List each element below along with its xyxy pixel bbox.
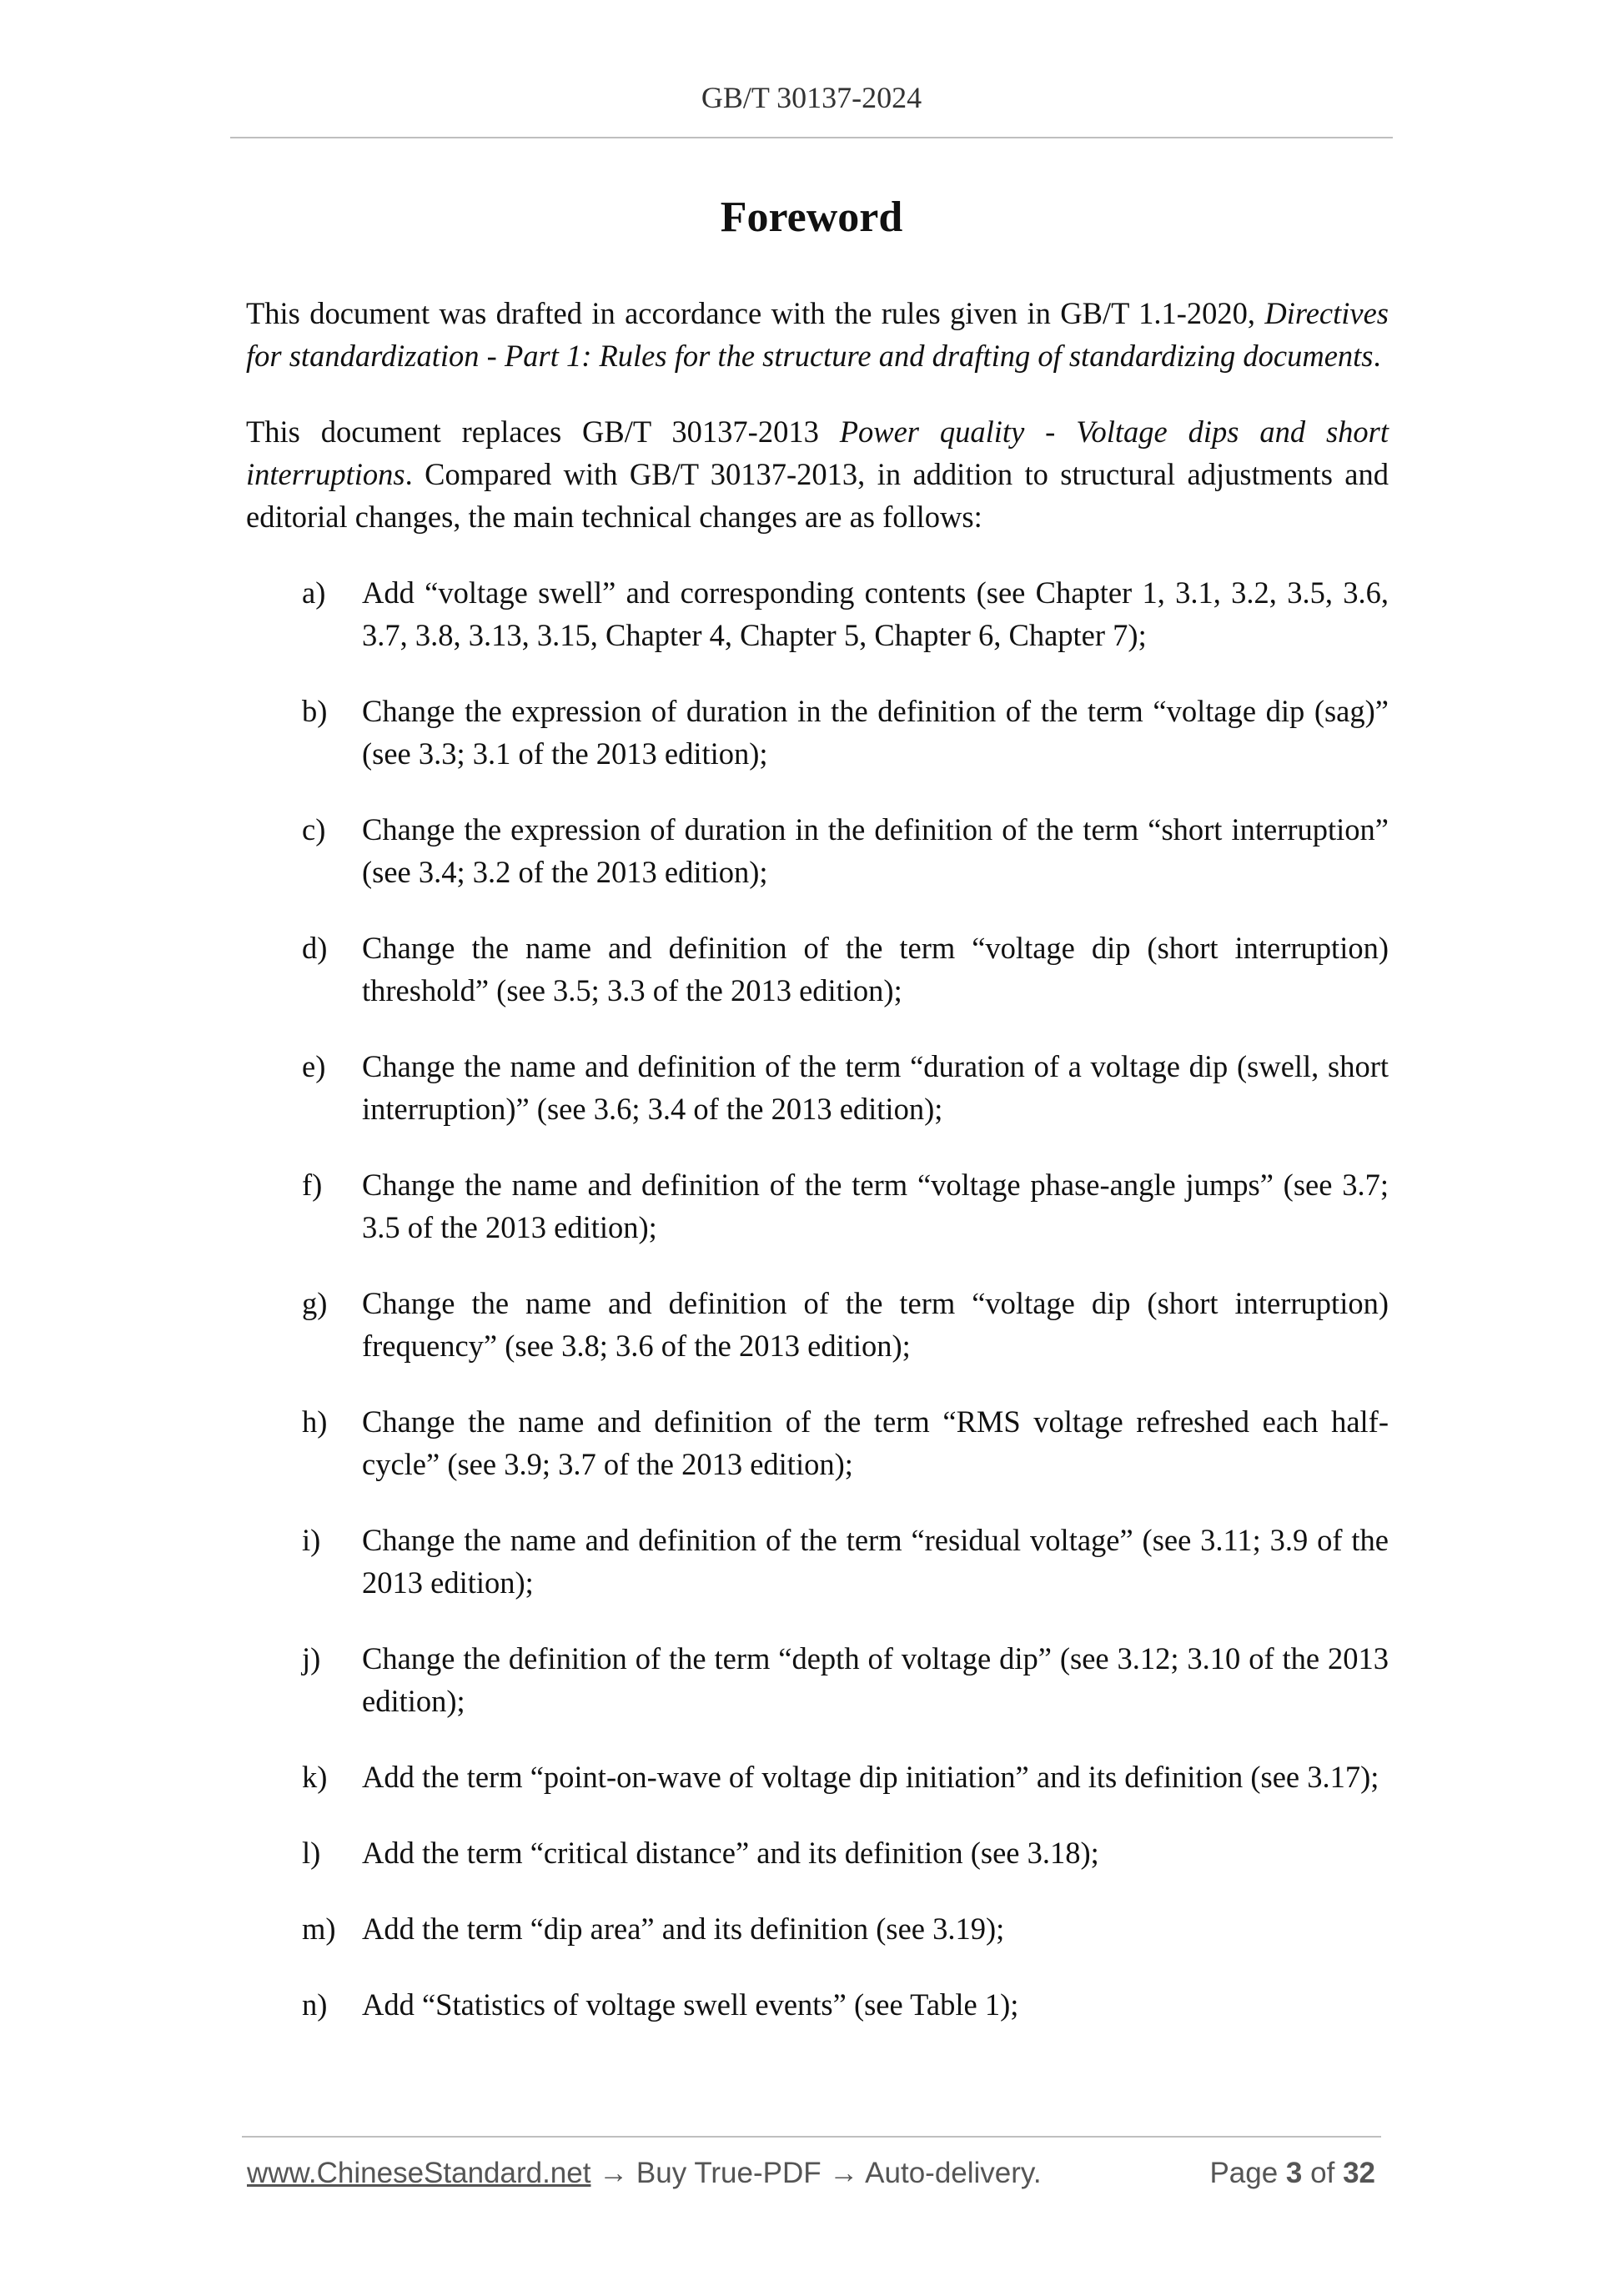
page-label: Page <box>1209 2157 1279 2189</box>
para2-document-title: Power quality - Voltage dips and short interruptions <box>246 414 1389 491</box>
list-item <box>246 1907 1389 1950</box>
list-item <box>246 1637 1389 1722</box>
list-marker: h) <box>302 1404 328 1439</box>
list-item <box>246 1163 1389 1248</box>
site-link[interactable]: www.ChineseStandard.net <box>247 2157 591 2189</box>
footer-promo <box>247 2157 1042 2190</box>
list-marker: c) <box>302 812 326 847</box>
para2-text-2: . Compared with GB/T 30137-2013, in addition to structural adjustments and editorial changes, the main technical changes are as follows: <box>246 457 1389 534</box>
list-item-text: Change the definition of the term “depth of voltage dip” (see 3.12; 3.10 of the 2013 edition); <box>362 1641 1389 1718</box>
page-of-label: of <box>1310 2157 1335 2189</box>
list-marker: a) <box>302 575 326 610</box>
list-item-text: Add “voltage swell” and corresponding contents (see Chapter 1, 3.1, 3.2, 3.5, 3.6, 3.7, 3.8, 3.13, 3.15, Chapter 4, Chapter 5, Chapter 6, Chapter 7); <box>362 575 1389 652</box>
list-item-text: Change the name and definition of the term “voltage phase-angle jumps” (see 3.7; 3.5 of the 2013 edition); <box>362 1168 1389 1244</box>
list-marker: d) <box>302 931 328 965</box>
list-marker: k) <box>302 1760 328 1794</box>
list-marker: l) <box>302 1836 321 1870</box>
list-item <box>246 1983 1389 2026</box>
list-marker: m) <box>302 1912 336 1946</box>
technical-changes-list <box>246 571 1389 2026</box>
page-title: Foreword <box>720 193 903 241</box>
list-marker: b) <box>302 694 328 728</box>
total-pages-number: 32 <box>1343 2157 1375 2189</box>
list-item <box>246 808 1389 893</box>
running-header: GB/T 30137-2024 <box>701 81 922 114</box>
para2-text-1: This document replaces GB/T 30137-2013 <box>246 414 840 449</box>
header-divider <box>230 137 1393 138</box>
intro-paragraph-drafting-rules <box>246 292 1389 377</box>
list-marker: j) <box>302 1641 321 1676</box>
list-marker: i) <box>302 1523 321 1557</box>
list-item <box>246 1282 1389 1367</box>
list-item <box>246 1756 1389 1798</box>
list-marker: g) <box>302 1286 328 1320</box>
footer-divider <box>242 2136 1381 2138</box>
list-marker: f) <box>302 1168 323 1202</box>
footer-tagline: → Buy True-PDF → Auto-delivery. <box>590 2157 1042 2189</box>
list-item <box>246 690 1389 775</box>
page-indicator <box>1209 2157 1375 2190</box>
list-item <box>246 571 1389 656</box>
list-item-text: Change the name and definition of the term “voltage dip (short interruption) frequency” (see 3.8; 3.6 of the 2013 edition); <box>362 1286 1389 1363</box>
para1-text-1: This document was drafted in accordance with the rules given in GB/T 1.1-2020, <box>246 296 1265 330</box>
list-item-text: Add the term “point-on-wave of voltage dip initiation” and its definition (see 3.17); <box>362 1760 1379 1794</box>
list-item <box>246 1831 1389 1874</box>
para1-document-title: Directives for standardization - Part 1: Rules for the structure and drafting of standardizing documents <box>246 296 1389 373</box>
current-page-number: 3 <box>1285 2157 1303 2189</box>
list-item-text: Change the name and definition of the term “voltage dip (short interruption) threshold” (see 3.5; 3.3 of the 2013 edition); <box>362 931 1389 1007</box>
list-item-text: Change the expression of duration in the definition of the term “voltage dip (sag)” (see 3.3; 3.1 of the 2013 edition); <box>362 694 1389 771</box>
document-body <box>246 292 1389 2059</box>
list-item <box>246 1045 1389 1130</box>
list-marker: n) <box>302 1987 328 2022</box>
list-item-text: Add the term “critical distance” and its definition (see 3.18); <box>362 1836 1099 1870</box>
list-item-text: Change the name and definition of the term “RMS voltage refreshed each half-cycle” (see 3.9; 3.7 of the 2013 edition); <box>362 1404 1389 1481</box>
list-item-text: Change the name and definition of the term “residual voltage” (see 3.11; 3.9 of the 2013 edition); <box>362 1523 1389 1600</box>
list-item <box>246 1519 1389 1604</box>
intro-paragraph-replacement <box>246 410 1389 538</box>
para1-text-2: . <box>1373 339 1381 373</box>
list-item-text: Add the term “dip area” and its definition (see 3.19); <box>362 1912 1005 1946</box>
list-marker: e) <box>302 1049 326 1083</box>
list-item-text: Change the expression of duration in the definition of the term “short interruption” (see 3.4; 3.2 of the 2013 edition); <box>362 812 1389 889</box>
list-item <box>246 927 1389 1012</box>
list-item-text: Add “Statistics of voltage swell events” (see Table 1); <box>362 1987 1019 2022</box>
list-item-text: Change the name and definition of the term “duration of a voltage dip (swell, short interruption)” (see 3.6; 3.4 of the 2013 edition); <box>362 1049 1389 1126</box>
list-item <box>246 1400 1389 1485</box>
